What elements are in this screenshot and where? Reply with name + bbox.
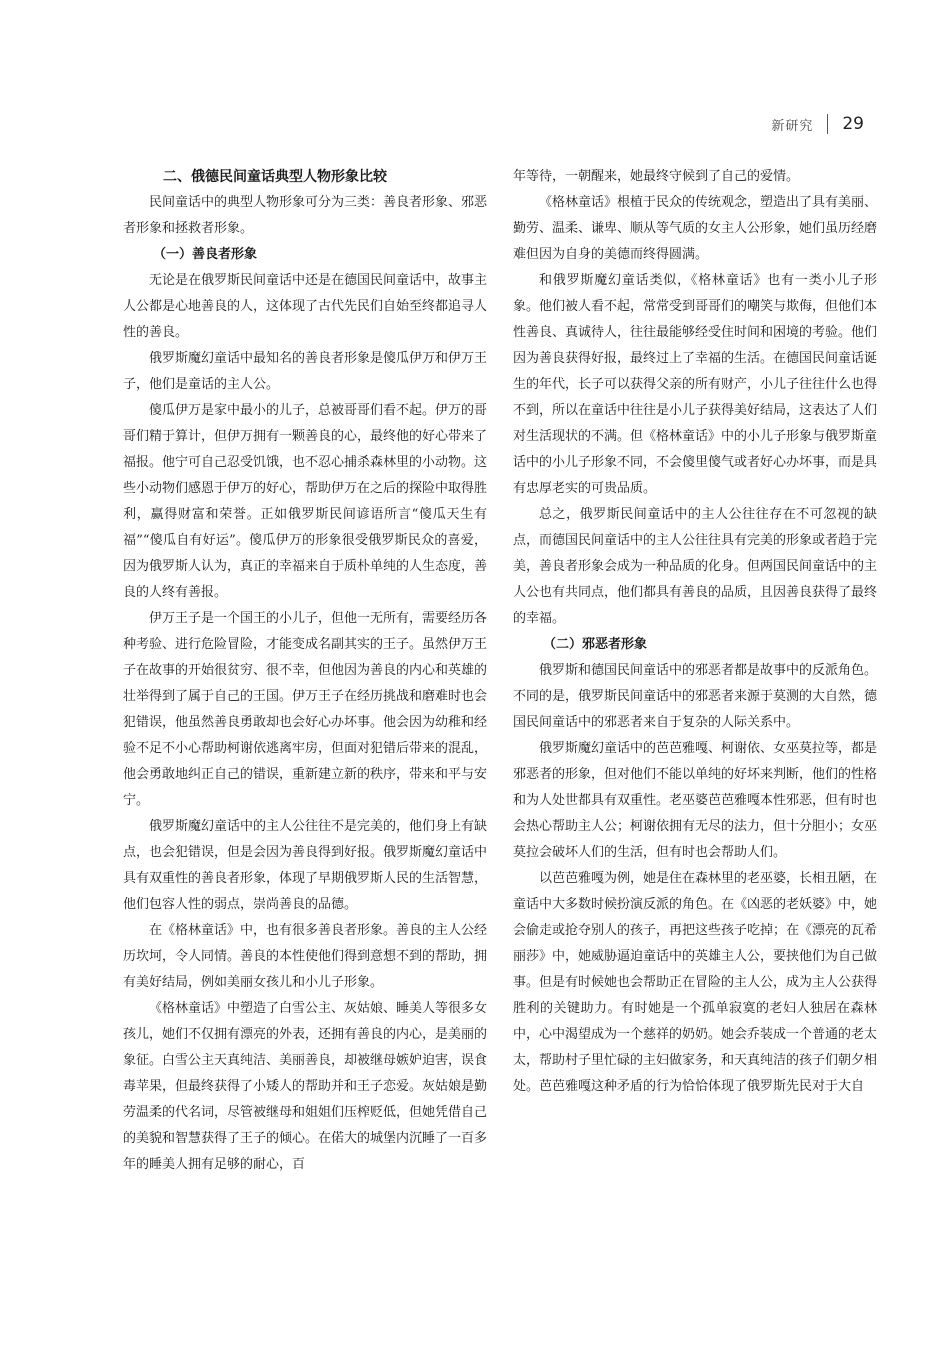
paragraph: 俄罗斯魔幻童话中的主人公往往不是完美的，他们身上有缺点，也会犯错误，但是会因为善良得到好报。俄罗斯魔幻童话中具有双重性的善良者形象，体现了早期俄罗斯人民的生活智慧，他们包容人性的弱点，崇尚善良的品德。 bbox=[123, 819, 488, 912]
running-header bbox=[771, 114, 864, 134]
header-divider bbox=[827, 114, 828, 134]
right-column bbox=[513, 164, 877, 1100]
paragraph: 伊万王子是一个国王的小儿子，但他一无所有，需要经历各种考验、进行危险冒险，才能变成名副其实的王子。虽然伊万王子在故事的开始很贫穷、很不幸，但他因为善良的内心和英雄的壮举得到了属于自己的王国。伊万王子在经历挑战和磨难时也会犯错误，他虽然善良勇敢却也会好心办坏事。他会因为幼稚和经验不足不小心帮助柯谢依逃离牢房，但面对犯错后带来的混乱，他会勇敢地纠正自己的错误，重新建立新的秩序，带来和平与安宁。 bbox=[123, 611, 488, 808]
subsection-heading-evil: （二）邪恶者形象 bbox=[543, 637, 648, 652]
paragraph: 在《格林童话》中，也有很多善良者形象。善良的主人公经历坎坷，令人同情。善良的本性使他们得到意想不到的帮助，拥有美好结局，例如美丽女孩儿和小儿子形象。 bbox=[123, 923, 488, 990]
subsection-heading-good: （一）善良者形象 bbox=[153, 247, 258, 262]
paragraph: 俄罗斯魔幻童话中最知名的善良者形象是傻瓜伊万和伊万王子，他们是童话的主人公。 bbox=[123, 351, 488, 392]
section-heading: 二、俄德民间童话典型人物形象比较 bbox=[163, 169, 387, 185]
paragraph-continued: 年等待，一朝醒来，她最终守候到了自己的爱情。 bbox=[513, 169, 800, 184]
paragraph: 俄罗斯魔幻童话中的芭芭雅嘎、柯谢依、女巫莫拉等，都是邪恶者的形象，但对他们不能以单纯的好坏来判断，他们的性格和为人处世都具有双重性。老巫婆芭芭雅嘎本性邪恶，但有时也会热心帮助主人公；柯谢依拥有无尽的法力，但十分胆小；女巫莫拉会破坏人们的生活，但有时也会帮助人们。 bbox=[513, 741, 878, 860]
paragraph: 总之，俄罗斯民间童话中的主人公往往存在不可忽视的缺点，而德国民间童话中的主人公往往具有完美的形象或者趋于完美，善良者形象会成为一种品质的化身。但两国民间童话中的主人公也有共同点，他们都具有善良的品质，且因善良获得了最终的幸福。 bbox=[513, 507, 878, 626]
left-column bbox=[123, 164, 487, 1178]
paragraph: 傻瓜伊万是家中最小的儿子，总被哥哥们看不起。伊万的哥哥们精于算计，但伊万拥有一颗善良的心，最终他的好心带来了福报。他宁可自己忍受饥饿，也不忍心捕杀森林里的小动物。这些小动物们感恩于伊万的好心，帮助伊万在之后的探险中取得胜利，赢得财富和荣誉。正如俄罗斯民间谚语所言“傻瓜天生有福”“傻瓜自有好运”。傻瓜伊万的形象很受俄罗斯民众的喜爱，因为俄罗斯人认为，真正的幸福来自于质朴单纯的人生态度，善良的人终有善报。 bbox=[123, 403, 488, 600]
page-number: 29 bbox=[842, 114, 864, 134]
paragraph: 《格林童话》中塑造了白雪公主、灰姑娘、睡美人等很多女孩儿，她们不仅拥有漂亮的外表，还拥有善良的内心，是美丽的象征。白雪公主天真纯洁、美丽善良，却被继母嫉妒迫害，误食毒苹果，但最终获得了小矮人的帮助并和王子恋爱。灰姑娘是勤劳温柔的代名词，尽管被继母和姐姐们压榨贬低，但她凭借自己的美貌和智慧获得了王子的倾心。在偌大的城堡内沉睡了一百多年的睡美人拥有足够的耐心，百 bbox=[123, 1001, 488, 1172]
paragraph: 和俄罗斯魔幻童话类似，《格林童话》也有一类小儿子形象。他们被人看不起，常常受到哥哥们的嘲笑与欺侮，但他们本性善良、真诚待人，往往最能够经受住时间和困境的考验。他们因为善良获得好报，最终过上了幸福的生活。在德国民间童话诞生的年代，长子可以获得父亲的所有财产，小儿子往往什么也得不到，所以在童话中往往是小儿子获得美好结局，这表达了人们对生活现状的不满。但《格林童话》中的小儿子形象与俄罗斯童话中的小儿子形象不同，不会傻里傻气或者好心办坏事，而是具有忠厚老实的可贵品质。 bbox=[513, 273, 878, 496]
paragraph: 《格林童话》根植于民众的传统观念，塑造出了具有美丽、勤劳、温柔、谦卑、顺从等气质的女主人公形象，她们虽历经磨难但因为自身的美德而终得圆满。 bbox=[513, 195, 878, 262]
paragraph: 俄罗斯和德国民间童话中的邪恶者都是故事中的反派角色。不同的是，俄罗斯民间童话中的邪恶者来源于莫测的大自然，德国民间童话中的邪恶者来自于复杂的人际关系中。 bbox=[513, 663, 878, 730]
paragraph: 无论是在俄罗斯民间童话中还是在德国民间童话中，故事主人公都是心地善良的人，这体现了古代先民们自始至终都追寻人性的善良。 bbox=[123, 273, 488, 340]
paragraph: 民间童话中的典型人物形象可分为三类：善良者形象、邪恶者形象和拯救者形象。 bbox=[123, 195, 488, 236]
paragraph: 以芭芭雅嘎为例，她是住在森林里的老巫婆，长相丑陋，在童话中大多数时候扮演反派的角色。在《凶恶的老妖婆》中，她会偷走或抢夺别人的孩子，再把这些孩子吃掉；在《漂亮的瓦希丽莎》中，她威胁逼迫童话中的英雄主人公，要挟他们为自己做事。但是有时候她也会帮助正在冒险的主人公，成为主人公获得胜利的关键助力。有时她是一个孤单寂寞的老妇人独居在森林中，心中渴望成为一个慈祥的奶奶。她会乔装成一个普通的老太太，帮助村子里忙碌的主妇做家务，和天真纯洁的孩子们朝夕相处。芭芭雅嘎这种矛盾的行为恰恰体现了俄罗斯先民对于大自 bbox=[513, 871, 878, 1094]
section-title: 新研究 bbox=[771, 118, 814, 134]
